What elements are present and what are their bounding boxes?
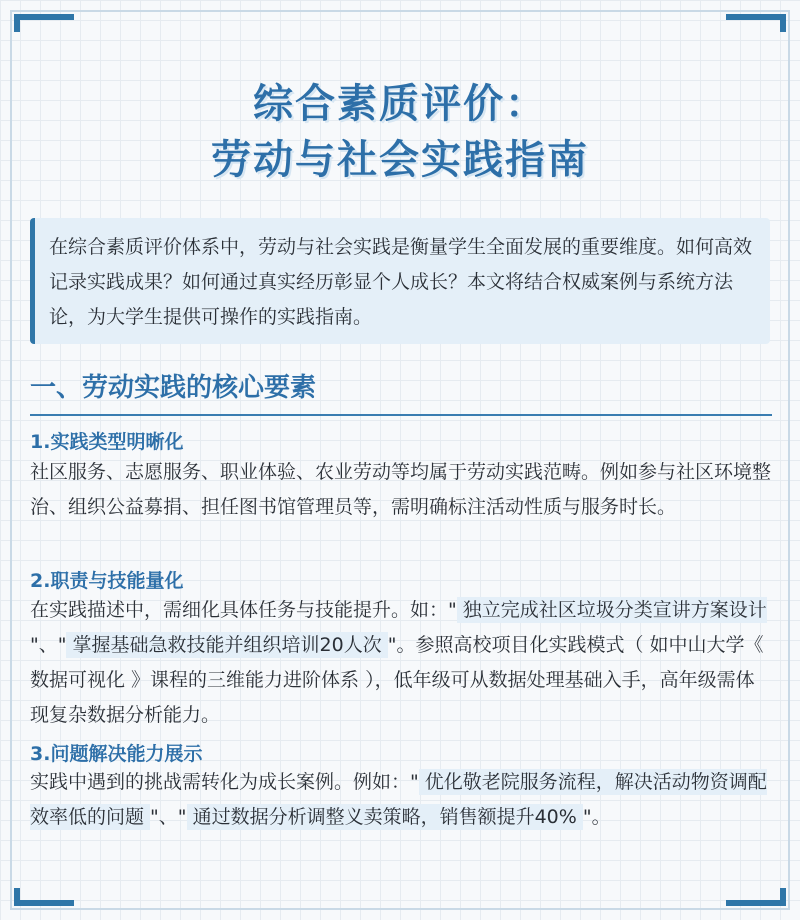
- item-title-3: 3.问题解决能力展示: [30, 743, 203, 765]
- intro-callout: 在综合素质评价体系中，劳动与社会实践是衡量学生全面发展的重要维度。如何高效记录实践成果？如何通过真实经历彰显个人成长？本文将结合权威案例与系统方法论，为大学生提供可操作的实践指南。: [30, 218, 770, 344]
- highlight-quote: 独立完成社区垃圾分类宣讲方案设计: [456, 599, 767, 621]
- item-body-2-text-a: 在实践描述中，需细化具体任务与技能提升。如：": [30, 599, 457, 621]
- item-body-3-text-a: 实践中遇到的挑战需转化为成长案例。例如：": [30, 771, 419, 793]
- page-title-line-1: 综合素质评价：: [253, 81, 547, 127]
- page-title: [0, 76, 800, 188]
- page-title-line-2: 劳动与社会实践指南: [211, 137, 589, 183]
- highlight-quote: 通过数据分析调整义卖策略，销售额提升40%: [186, 806, 583, 828]
- highlight-quote: 优化敬老院服务流程，解决活动物资调配效率低的问题: [30, 771, 767, 828]
- item-body-2: [30, 593, 772, 733]
- item-title-1: 1.实践类型明晰化: [30, 431, 184, 453]
- section-heading: 一、劳动实践的核心要素: [30, 368, 772, 416]
- item-body-3: [30, 765, 772, 835]
- item-body-2-text-c: "。参照高校项目化实践模式（ 如中山大学《 数据可视化 》课程的三维能力进阶体系 ），低年级可从数据处理基础入手，高年级需体现复杂数据分析能力。: [30, 634, 764, 726]
- item-title-2: 2.职责与技能量化: [30, 570, 184, 592]
- item-body-2-text-b: "、": [30, 634, 67, 656]
- item-body-3-text-c: "。: [582, 806, 611, 828]
- frame-corner-bottom-right: [726, 888, 786, 906]
- frame-corner-bottom-left: [14, 888, 74, 906]
- item-body-3-text-b: "、": [150, 806, 187, 828]
- frame-corner-top-left: [14, 14, 74, 32]
- frame-corner-top-right: [726, 14, 786, 32]
- item-body-1: 社区服务、志愿服务、职业体验、农业劳动等均属于劳动实践范畴。例如参与社区环境整治、组织公益募捐、担任图书馆管理员等，需明确标注活动性质与服务时长。: [30, 461, 772, 518]
- highlight-quote: 掌握基础急救技能并组织培训20人次: [66, 634, 388, 656]
